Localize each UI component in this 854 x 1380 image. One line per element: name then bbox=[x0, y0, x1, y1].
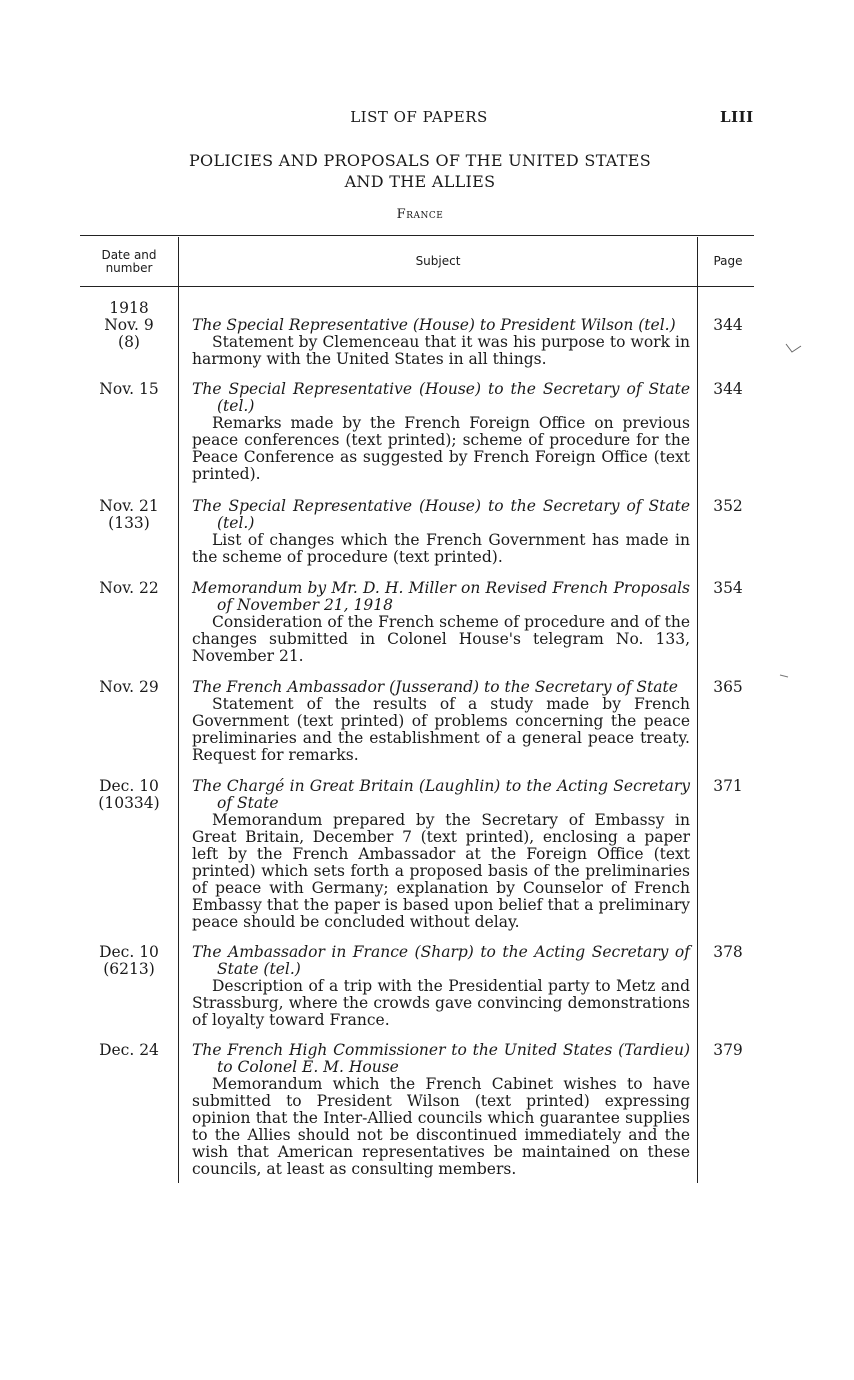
subject-cell bbox=[192, 1042, 690, 1178]
column-header-subject: Subject bbox=[415, 254, 461, 268]
subject-cell bbox=[192, 580, 690, 665]
column-header-date bbox=[80, 237, 178, 286]
date-cell bbox=[80, 580, 178, 597]
subject-cell bbox=[192, 679, 690, 764]
date-cell bbox=[80, 944, 178, 978]
column-header-date-line2: number bbox=[105, 260, 153, 275]
entry-summary: Remarks made by the French Foreign Office on previous peace conferences (text printed); scheme of procedure for the Peace Conference as suggested by French Foreign Office (text printed). bbox=[192, 414, 690, 483]
entry-date: Dec. 10 bbox=[99, 777, 159, 795]
entry-number: (8) bbox=[118, 333, 140, 351]
date-cell bbox=[80, 300, 178, 351]
entry-year: 1918 bbox=[109, 299, 149, 317]
entry-heading: The French Ambassador (Jusserand) to the Secretary of State bbox=[192, 678, 678, 696]
page-cell: 352 bbox=[713, 497, 743, 515]
section-title bbox=[120, 150, 720, 192]
entry-heading: The Special Representative (House) to the Secretary of State (tel.) bbox=[192, 497, 690, 532]
entry-heading: The Special Representative (House) to the Secretary of State (tel.) bbox=[192, 380, 690, 415]
entry-date: Dec. 24 bbox=[99, 1041, 159, 1059]
entry-summary: Description of a trip with the Presidential party to Metz and Strassburg, where the crowds gave convincing demonstrations of loyalty toward France. bbox=[192, 977, 690, 1029]
subject-cell bbox=[192, 317, 690, 368]
column-divider-left bbox=[178, 237, 179, 1183]
entry-number: (6213) bbox=[103, 960, 155, 978]
entry-date: Nov. 21 bbox=[99, 497, 159, 515]
margin-check-mark bbox=[784, 340, 804, 356]
entry-date: Nov. 9 bbox=[104, 316, 154, 334]
date-cell bbox=[80, 381, 178, 398]
subject-cell bbox=[192, 944, 690, 1029]
section-title-line1: POLICIES AND PROPOSALS OF THE UNITED STATES bbox=[188, 151, 651, 170]
entry-number: (133) bbox=[108, 514, 150, 532]
page-cell: 378 bbox=[713, 943, 743, 961]
entry-number: (10334) bbox=[98, 794, 160, 812]
table-top-rule bbox=[80, 235, 754, 236]
entry-date: Nov. 22 bbox=[99, 579, 159, 597]
date-cell bbox=[80, 1042, 178, 1059]
date-cell bbox=[80, 679, 178, 696]
entry-date: Nov. 15 bbox=[99, 380, 159, 398]
section-title-line2: AND THE ALLIES bbox=[344, 172, 496, 191]
date-cell bbox=[80, 778, 178, 812]
entry-heading: Memorandum by Mr. D. H. Miller on Revised French Proposals of November 21, 1918 bbox=[192, 579, 690, 614]
page-cell: 344 bbox=[713, 380, 743, 398]
country-heading: France bbox=[396, 207, 444, 222]
table-header-rule bbox=[80, 286, 754, 287]
entry-heading: The Chargé in Great Britain (Laughlin) to the Acting Secretary of State bbox=[192, 777, 690, 812]
page-cell: 365 bbox=[713, 678, 743, 696]
page-cell: 379 bbox=[713, 1041, 743, 1059]
running-head bbox=[0, 108, 854, 128]
column-header-page: Page bbox=[713, 254, 743, 268]
entry-heading: The Special Representative (House) to President Wilson (tel.) bbox=[192, 316, 676, 334]
margin-tick-mark bbox=[778, 672, 792, 682]
subject-cell bbox=[192, 498, 690, 566]
entry-summary: Memorandum which the French Cabinet wishes to have submitted to President Wilson (text printed) expressing opinion that the Inter-Allied councils which guarantee supplies to the Allies should not be discontinued immediately and the wish that American representatives be maintained on these councils, at least as consulting members. bbox=[192, 1075, 690, 1178]
entry-summary: Statement of the results of a study made by French Government (text printed) of problems concerning the peace preliminaries and the establishment of a general peace treaty. Request for remarks. bbox=[192, 695, 690, 764]
entry-heading: The French High Commissioner to the United States (Tardieu) to Colonel E. M. House bbox=[192, 1041, 690, 1076]
entry-summary: Memorandum prepared by the Secretary of Embassy in Great Britain, December 7 (text printed), enclosing a paper left by the French Ambassador at the Foreign Office (text printed) which sets forth a proposed basis of the preliminaries of peace with Germany; explanation by Counselor of French Embassy that the paper is based upon belief that a preliminary peace should be concluded without delay. bbox=[192, 811, 690, 931]
entry-summary: Statement by Clemenceau that it was his purpose to work in harmony with the United States in all things. bbox=[192, 333, 690, 368]
entry-summary: Consideration of the French scheme of procedure and of the changes submitted in Colonel House's telegram No. 133, November 21. bbox=[192, 613, 690, 665]
running-title: LIST OF PAPERS bbox=[350, 108, 488, 126]
page-cell: 371 bbox=[713, 777, 743, 795]
entry-summary: List of changes which the French Government has made in the scheme of procedure (text printed). bbox=[192, 531, 690, 566]
page-number: LIII bbox=[720, 108, 754, 126]
page-cell: 354 bbox=[713, 579, 743, 597]
date-cell bbox=[80, 498, 178, 532]
entry-date: Dec. 10 bbox=[99, 943, 159, 961]
column-header-date-line1: Date and bbox=[101, 247, 157, 262]
entry-date: Nov. 29 bbox=[99, 678, 159, 696]
subject-cell bbox=[192, 381, 690, 483]
subject-cell bbox=[192, 778, 690, 931]
page-cell: 344 bbox=[713, 316, 743, 334]
entry-heading: The Ambassador in France (Sharp) to the Acting Secretary of State (tel.) bbox=[192, 943, 690, 978]
